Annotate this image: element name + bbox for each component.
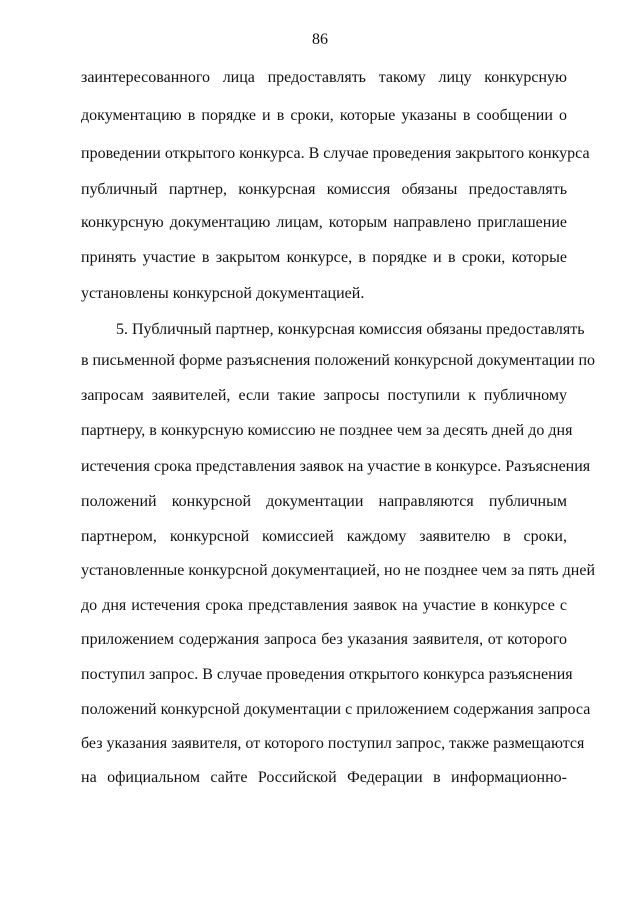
text-line: истечения срока представления заявок на участие в конкурсе. Разъяснения — [81, 458, 591, 475]
page-number: 86 — [312, 31, 328, 48]
text-line: принять участие в закрытом конкурсе, в порядке и в сроки, которые — [81, 249, 567, 266]
text-line: положений конкурсной документации с приложением содержания запроса — [81, 701, 591, 718]
text-line: публичный партнер, конкурсная комиссия обязаны предоставлять — [81, 181, 567, 198]
text-line: запросам заявителей, если такие запросы поступили к публичному — [81, 387, 567, 404]
text-line: до дня истечения срока представления заявок на участие в конкурсе с — [81, 597, 567, 614]
text-line: поступил запрос. В случае проведения открытого конкурса разъяснения — [81, 666, 573, 683]
text-line: партнером, конкурсной комиссией каждому заявителю в сроки, — [81, 528, 567, 545]
text-line: приложением содержания запроса без указания заявителя, от которого — [81, 631, 567, 648]
text-line: заинтересованного лица предоставлять такому лицу конкурсную — [81, 69, 567, 86]
text-line: конкурсную документацию лицам, которым направлено приглашение — [81, 214, 567, 231]
text-line: в письменной форме разъяснения положений конкурсной документации по — [81, 352, 596, 369]
text-line: 5. Публичный партнер, конкурсная комиссия обязаны предоставлять — [116, 321, 585, 338]
text-line: проведении открытого конкурса. В случае проведения закрытого конкурса — [81, 145, 590, 162]
text-line: положений конкурсной документации направляются публичным — [81, 493, 567, 510]
text-line: установлены конкурсной документацией. — [81, 285, 365, 302]
text-line: партнеру, в конкурсную комиссию не позднее чем за десять дней до дня — [81, 422, 573, 439]
text-line: без указания заявителя, от которого поступил запрос, также размещаются — [81, 735, 585, 752]
text-line: на официальном сайте Российской Федерации в информационно- — [81, 769, 567, 786]
text-line: документацию в порядке и в сроки, которые указаны в сообщении о — [81, 107, 567, 124]
text-line: установленные конкурсной документацией, но не позднее чем за пять дней — [81, 562, 595, 579]
